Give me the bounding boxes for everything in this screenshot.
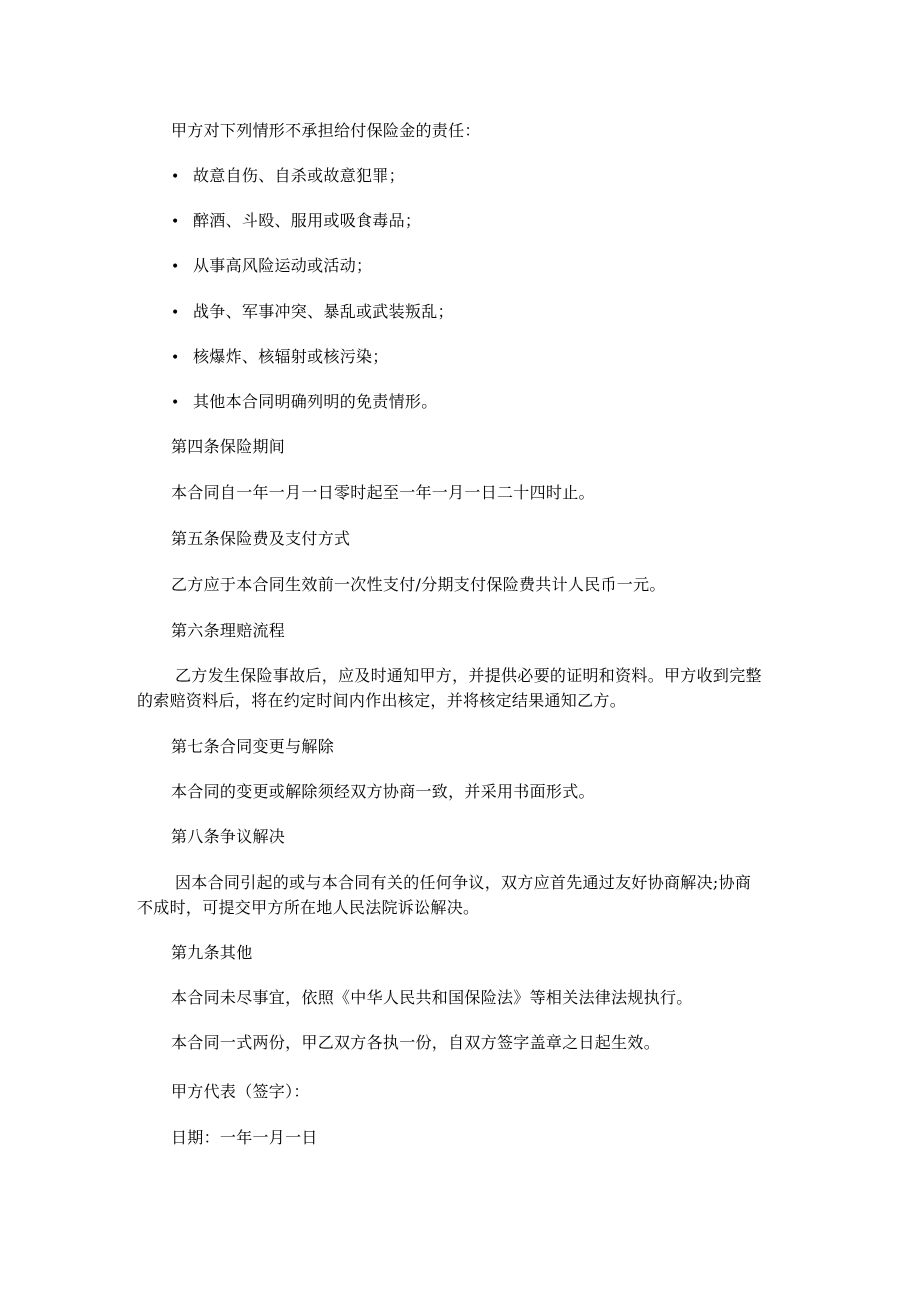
article-5-body: 乙方应于本合同生效前一次性支付/分期支付保险费共计人民币一元。 (171, 575, 666, 594)
article-8-heading: 第八条争议解决 (171, 827, 286, 846)
signature-date: 日期：一年一月一日 (171, 1128, 318, 1147)
bullet-icon: • (171, 259, 180, 275)
exclusion-item (171, 166, 405, 187)
exclusion-text: 故意自伤、自杀或故意犯罪； (193, 166, 405, 185)
exclusion-text: 其他本合同明确列明的免责情形。 (193, 392, 438, 411)
exclusion-text: 从事高风险运动或活动； (193, 256, 373, 275)
exclusion-item (171, 211, 421, 232)
article-6-body-line-2: 的索赔资料后，将在约定时间内作出核定，并将核定结果通知乙方。 (137, 691, 627, 710)
article-9-body-2: 本合同一式两份，甲乙双方各执一份，自双方签字盖章之日起生效。 (171, 1033, 661, 1052)
exclusions-intro: 甲方对下列情形不承担给付保险金的责任： (171, 121, 481, 140)
exclusion-item (171, 302, 454, 323)
article-7-heading: 第七条合同变更与解除 (171, 737, 335, 756)
article-8-body-line-1: 因本合同引起的或与本合同有关的任何争议，双方应首先通过友好协商解决;协商 (175, 873, 752, 892)
article-8-body-line-2: 不成时，可提交甲方所在地人民法院诉讼解决。 (137, 898, 480, 917)
article-4-body: 本合同自一年一月一日零时起至一年一月一日二十四时止。 (171, 483, 595, 502)
exclusion-item (171, 392, 438, 413)
exclusion-text: 战争、军事冲突、暴乱或武装叛乱； (193, 302, 454, 321)
article-4-heading: 第四条保险期间 (171, 437, 286, 456)
exclusion-item (171, 256, 372, 277)
bullet-icon: • (171, 214, 180, 230)
bullet-icon: • (171, 305, 180, 321)
party-a-signature-label: 甲方代表（签字）： (171, 1082, 310, 1101)
bullet-icon: • (171, 169, 180, 185)
exclusion-item (171, 347, 389, 368)
article-9-heading: 第九条其他 (171, 943, 253, 962)
bullet-icon: • (171, 395, 180, 411)
exclusion-text: 醉酒、斗殴、服用或吸食毒品； (193, 211, 422, 230)
article-7-body: 本合同的变更或解除须经双方协商一致，并采用书面形式。 (171, 782, 595, 801)
exclusion-text: 核爆炸、核辐射或核污染； (193, 347, 389, 366)
bullet-icon: • (171, 350, 180, 366)
article-9-body-1: 本合同未尽事宜，依照《中华人民共和国保险法》等相关法律法规执行。 (171, 988, 693, 1007)
article-5-heading: 第五条保险费及支付方式 (171, 529, 351, 548)
article-6-heading: 第六条理赔流程 (171, 621, 286, 640)
article-6-body-line-1: 乙方发生保险事故后，应及时通知甲方，并提供必要的证明和资料。甲方收到完整 (175, 666, 762, 685)
